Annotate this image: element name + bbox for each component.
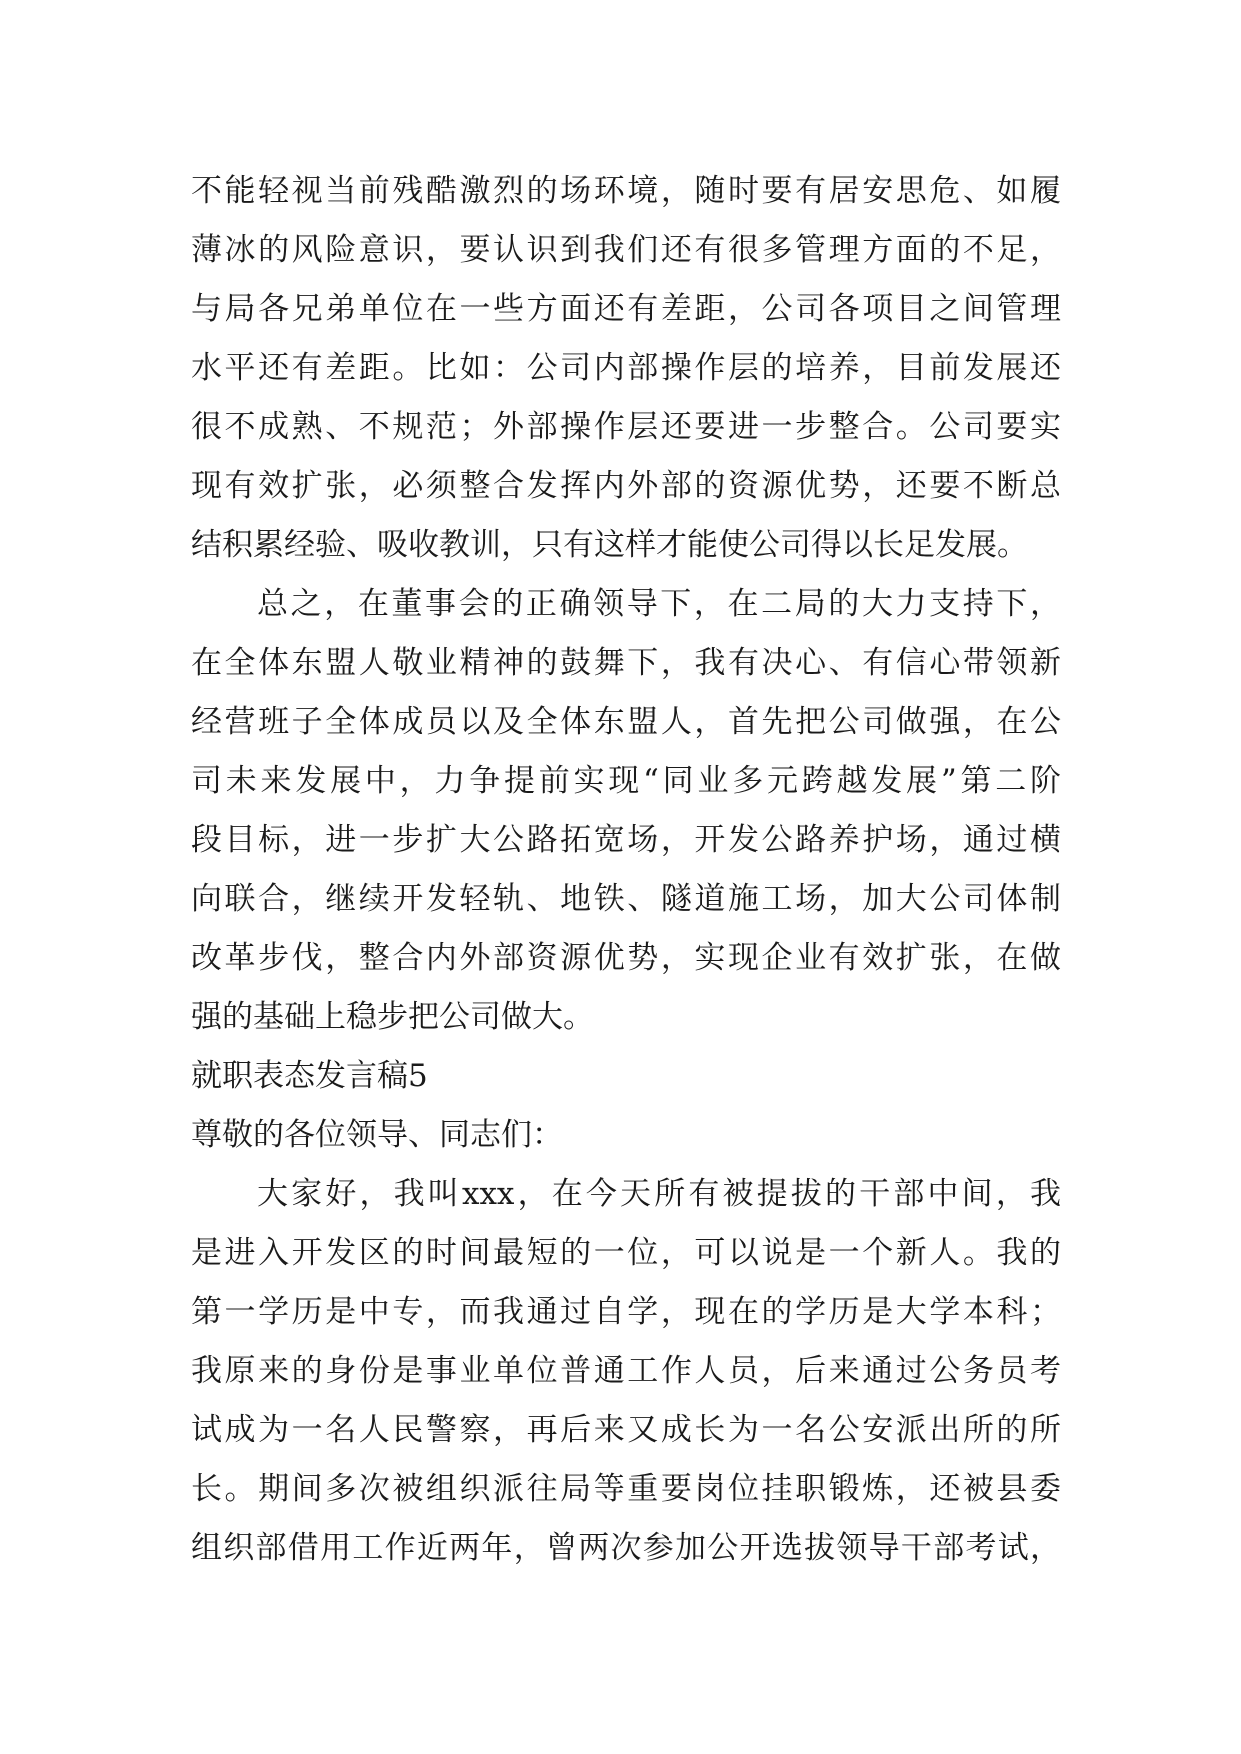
- text-line: 总之，在董事会的正确领导下，在二局的大力支持下，: [257, 586, 1061, 622]
- text-line: 我原来的身份是事业单位普通工作人员，后来通过公务员考: [191, 1353, 1061, 1389]
- text-line: 改革步伐，整合内外部资源优势，实现企业有效扩张，在做: [191, 940, 1061, 976]
- text-line: 在全体东盟人敬业精神的鼓舞下，我有决心、有信心带领新: [191, 645, 1061, 681]
- text-line: 司未来发展中，力争提前实现“同业多元跨越发展”第二阶: [191, 763, 1061, 799]
- document-body: [191, 162, 1061, 1578]
- text-line: 水平还有差距。比如：公司内部操作层的培养，目前发展还: [191, 350, 1061, 386]
- text-line: 向联合，继续开发轻轨、地铁、隧道施工场，加大公司体制: [191, 881, 1061, 917]
- text-line: 试成为一名人民警察，再后来又成长为一名公安派出所的所: [191, 1412, 1061, 1448]
- text-line: 与局各兄弟单位在一些方面还有差距，公司各项目之间管理: [191, 291, 1061, 327]
- text-line: 薄冰的风险意识，要认识到我们还有很多管理方面的不足，: [191, 232, 1061, 268]
- text-line: 长。期间多次被组织派往局等重要岗位挂职锻炼，还被县委: [191, 1471, 1061, 1507]
- text-line: 第一学历是中专，而我通过自学，现在的学历是大学本科；: [191, 1294, 1061, 1330]
- text-line: 段目标，进一步扩大公路拓宽场，开发公路养护场，通过横: [191, 822, 1061, 858]
- text-line: 组织部借用工作近两年，曾两次参加公开选拔领导干部考试，: [191, 1530, 1061, 1566]
- text-line: 经营班子全体成员以及全体东盟人，首先把公司做强，在公: [191, 704, 1061, 740]
- salutation: 尊敬的各位领导、同志们：: [191, 1117, 563, 1153]
- section-heading: 就职表态发言稿5: [191, 1058, 428, 1094]
- text-line: 强的基础上稳步把公司做大。: [191, 999, 594, 1035]
- text-line: 现有效扩张，必须整合发挥内外部的资源优势，还要不断总: [191, 468, 1061, 504]
- text-line: 很不成熟、不规范；外部操作层还要进一步整合。公司要实: [191, 409, 1061, 445]
- text-line: 是进入开发区的时间最短的一位，可以说是一个新人。我的: [191, 1235, 1061, 1271]
- text-line: 结积累经验、吸收教训，只有这样才能使公司得以长足发展。: [191, 527, 1028, 563]
- text-line: 不能轻视当前残酷激烈的场环境，随时要有居安思危、如履: [191, 173, 1061, 209]
- text-line: 大家好，我叫xxx，在今天所有被提拔的干部中间，我: [257, 1176, 1061, 1212]
